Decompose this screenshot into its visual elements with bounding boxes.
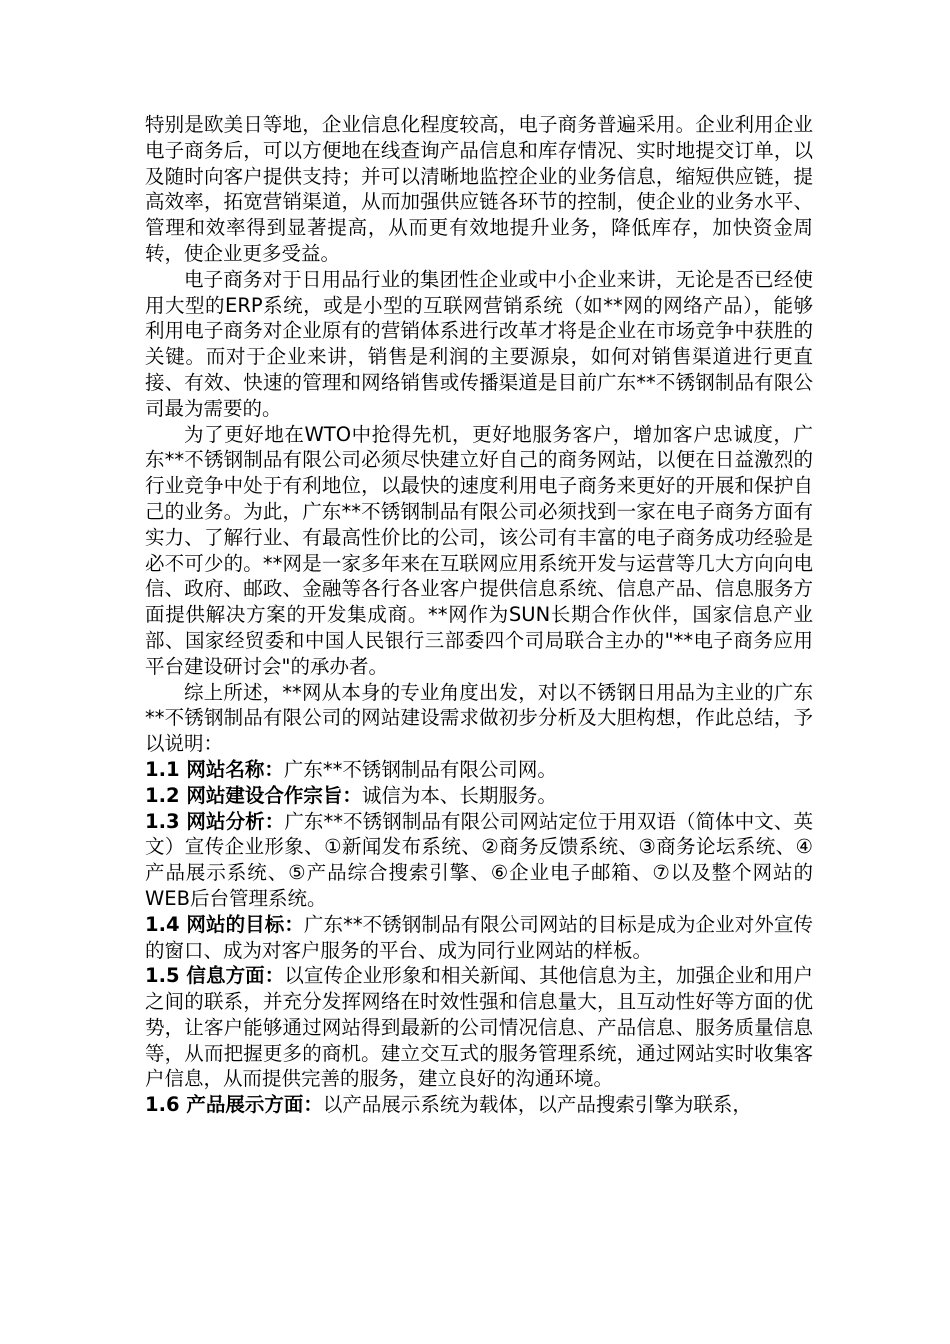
section-item-text: 广东**不锈钢制品有限公司网站的目标是成为企业对外宣传的窗口、成为对客户服务的平台、成为同行业网站的样板。	[145, 912, 813, 962]
section-item-label: 1.3 网站分析：	[145, 809, 285, 833]
section-item-text: 广东**不锈钢制品有限公司网站定位于用双语（简体中文、英文）宣传企业形象、①新闻发布系统、②商务反馈系统、③商务论坛系统、④产品展示系统、⑤产品综合搜索引擎、⑥企业电子邮箱、⑦以及整个网站的WEB后台管理系统。	[145, 809, 813, 910]
section-item-label: 1.5 信息方面：	[145, 964, 285, 988]
body-paragraph-2: 电子商务对于日用品行业的集团性企业或中小企业来讲，无论是否已经使用大型的ERP系统，或是小型的互联网营销系统（如**网的网络产品），能够利用电子商务对企业原有的营销体系进行改革才将是企业在市场竞争中获胜的关键。而对于企业来讲，销售是利润的主要源泉，如何对销售渠道进行更直接、有效、快速的管理和网络销售或传播渠道是目前广东**不锈钢制品有限公司最为需要的。	[145, 267, 813, 420]
section-item-text: 以产品展示系统为载体，以产品搜索引擎为联系，	[322, 1093, 752, 1117]
section-item-label: 1.6 产品展示方面：	[145, 1093, 323, 1117]
section-item-label: 1.2 网站建设合作宗旨：	[145, 783, 362, 807]
section-item-text: 以宣传企业形象和相关新闻、其他信息为主，加强企业和用户之间的联系，并充分发挥网络在时效性强和信息量大，且互动性好等方面的优势，让客户能够通过网站得到最新的公司情况信息、产品信息、服务质量信息等，从而把握更多的商机。建立交互式的服务管理系统，通过网站实时收集客户信息，从而提供完善的服务，建立良好的沟通环境。	[145, 964, 813, 1091]
section-item-1-4	[145, 912, 813, 964]
section-item-1-1	[145, 757, 813, 783]
section-item-1-5	[145, 963, 813, 1092]
body-paragraph-4: 综上所述，**网从本身的专业角度出发，对以不锈钢日用品为主业的广东**不锈钢制品有限公司的网站建设需求做初步分析及大胆构想，作此总结，予以说明：	[145, 680, 813, 756]
section-item-label: 1.1 网站名称：	[145, 757, 284, 781]
body-paragraph-1: 特别是欧美日等地，企业信息化程度较高，电子商务普遍采用。企业利用企业电子商务后，可以方便地在线查询产品信息和库存情况、实时地提交订单，以及随时向客户提供支持；并可以清晰地监控企业的业务信息，缩短供应链，提高效率，拓宽营销渠道，从而加强供应链各环节的控制，使企业的业务水平、管理和效率得到显著提高，从而更有效地提升业务，降低库存，加快资金周转，使企业更多受益。	[145, 113, 813, 265]
section-item-label: 1.4 网站的目标：	[145, 912, 304, 936]
section-item-text: 广东**不锈钢制品有限公司网。	[283, 757, 557, 781]
document-page	[145, 112, 813, 1118]
section-item-1-2	[145, 783, 813, 809]
section-item-1-6	[145, 1092, 813, 1118]
section-item-1-3	[145, 809, 813, 912]
body-paragraph-3: 为了更好地在WTO中抢得先机，更好地服务客户，增加客户忠诚度，广东**不锈钢制品有限公司必须尽快建立好自己的商务网站，以便在日益激烈的行业竞争中处于有利地位，以最快的速度利用电子商务来更好的开展和保护自己的业务。为此，广东**不锈钢制品有限公司必须找到一家在电子商务方面有实力、了解行业、有最高性价比的公司，该公司有丰富的电子商务成功经验是必不可少的。**网是一家多年来在互联网应用系统开发与运营等几大方向向电信、政府、邮政、金融等各行各业客户提供信息系统、信息产品、信息服务方面提供解决方案的开发集成商。**网作为SUN长期合作伙伴，国家信息产业部、国家经贸委和中国人民银行三部委四个司局联合主办的"**电子商务应用平台建设研讨会"的承办者。	[145, 422, 813, 678]
section-item-text: 诚信为本、长期服务。	[361, 783, 557, 807]
